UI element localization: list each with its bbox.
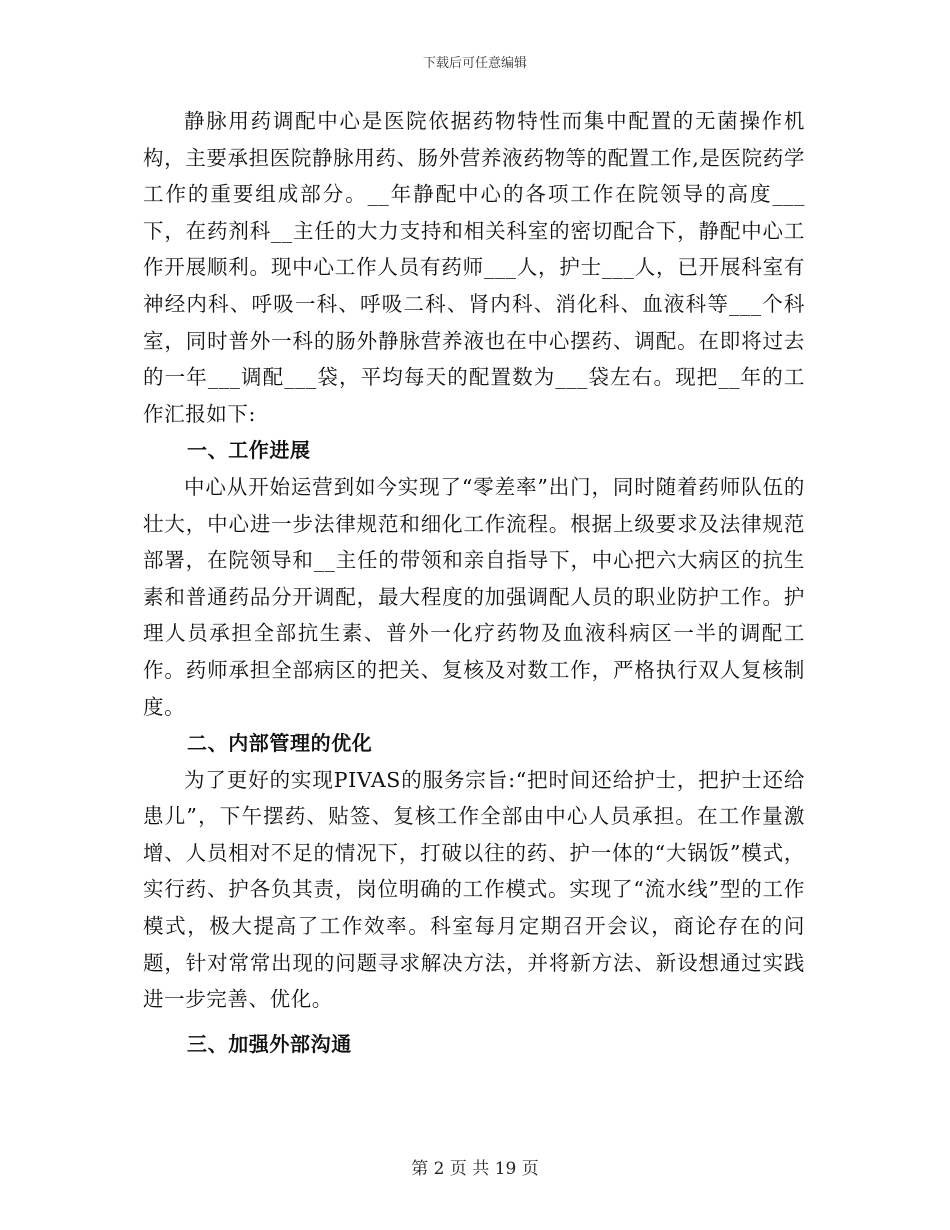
section-heading-external-communication: 三、加强外部沟通 <box>187 1031 352 1056</box>
header-note: 下载后可任意编辑 <box>422 56 527 71</box>
section-paragraph-internal-management: 为了更好的实现PIVAS的服务宗旨:“把时间还给护士，把护士还给患儿”，下午摆药、贴签、复核工作全部由中心人员承担。在工作量激增、人员相对不足的情况下，打破以往的药、护一体的“大锅饭”模式，实行药、护各负其责，岗位明确的工作模式。实现了“流水线”型的工作模式，极大提高了工作效率。科室每月定期召开会议，商论存在的问题，针对常常出现的问题寻求解决方法，并将新方法、新设想通过实践进一步完善、优化。 <box>143 767 805 1012</box>
intro-paragraph: 静脉用药调配中心是医院依据药物特性而集中配置的无菌操作机构，主要承担医院静脉用药、肠外营养液药物等的配置工作,是医院药学工作的重要组成部分。__年静配中心的各项工作在院领导的高度___下，在药剂科__主任的大力支持和相关科室的密切配合下，静配中心工作开展顺利。现中心工作人员有药师___人，护士___人，已开展科室有神经内科、呼吸一科、呼吸二科、肾内科、消化科、血液科等___个科室，同时普外一科的肠外静脉营养液也在中心摆药、调配。在即将过去的一年___调配___袋，平均每天的配置数为___袋左右。现把__年的工作汇报如下: <box>143 109 805 426</box>
section-heading-internal-management: 二、内部管理的优化 <box>187 731 373 756</box>
page-number: 第 2 页 共 19 页 <box>411 1159 539 1179</box>
section-heading-work-progress: 一、工作进展 <box>187 438 311 463</box>
document-body <box>143 103 805 1062</box>
section-paragraph-work-progress: 中心从开始运营到如今实现了“零差率”出门，同时随着药师队伍的壮大，中心进一步法律规范和细化工作流程。根据上级要求及法律规范部署，在院领导和__主任的带领和亲自指导下，中心把六大病区的抗生素和普通药品分开调配，最大程度的加强调配人员的职业防护工作。护理人员承担全部抗生素、普外一化疗药物及血液科病区一半的调配工作。药师承担全部病区的把关、复核及对数工作，严格执行双人复核制度。 <box>143 474 805 719</box>
